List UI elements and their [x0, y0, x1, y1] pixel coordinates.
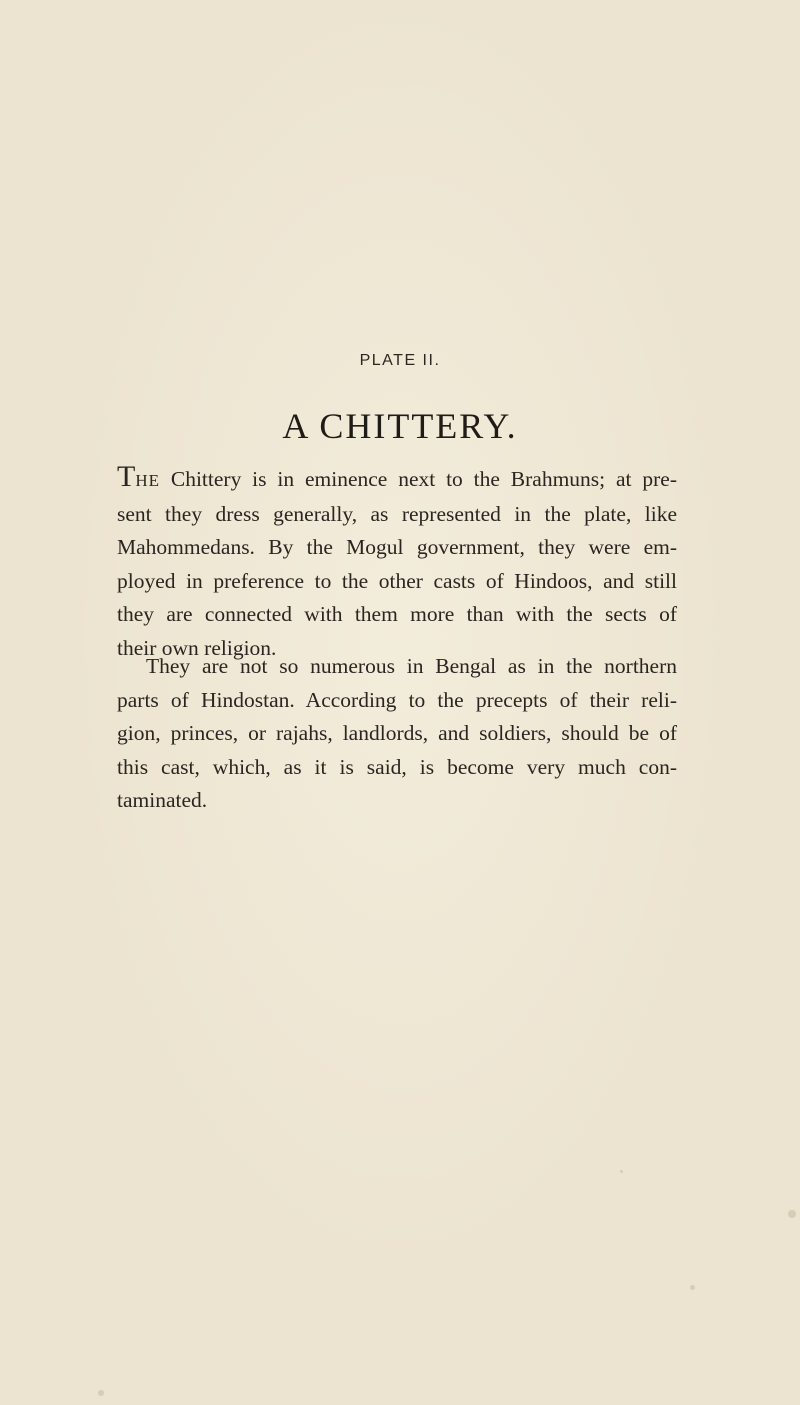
- paragraph-line: their own religion.: [117, 635, 277, 660]
- paragraph-line: they are connected with them more than with the sects of: [117, 602, 677, 627]
- paragraph-line: They are not so numerous in Bengal as in the northern: [146, 654, 677, 678]
- paragraph-line: taminated.: [117, 788, 208, 813]
- paragraph-line: Mahommedans. By the Mogul government, they were em-: [117, 535, 677, 560]
- paragraph-line: ployed in preference to the other casts of Hindoos, and still: [117, 568, 677, 593]
- page-title: A CHITTERY.: [282, 406, 518, 446]
- paragraph-second: [117, 650, 677, 818]
- paragraph-line: sent they dress generally, as represented in the plate, like: [117, 501, 677, 526]
- paragraph-line: gion, princes, or rajahs, landlords, and soldiers, should be of: [117, 721, 677, 746]
- paper-spot: [620, 1170, 623, 1173]
- plate-label: PLATE II.: [359, 352, 441, 369]
- paper-spot: [690, 1285, 695, 1290]
- paper-spot: [788, 1210, 796, 1218]
- paragraph-line: THE Chittery is in eminence next to the Brahmuns; at pre-: [117, 460, 677, 493]
- paragraph-line: parts of Hindostan. According to the precepts of their reli-: [117, 687, 677, 712]
- paragraph-line: this cast, which, as it is said, is become very much con-: [117, 754, 677, 779]
- drop-cap: T: [117, 460, 136, 493]
- small-caps: HE: [135, 471, 160, 490]
- paragraph-first: [117, 460, 677, 666]
- paper-spot: [98, 1390, 104, 1396]
